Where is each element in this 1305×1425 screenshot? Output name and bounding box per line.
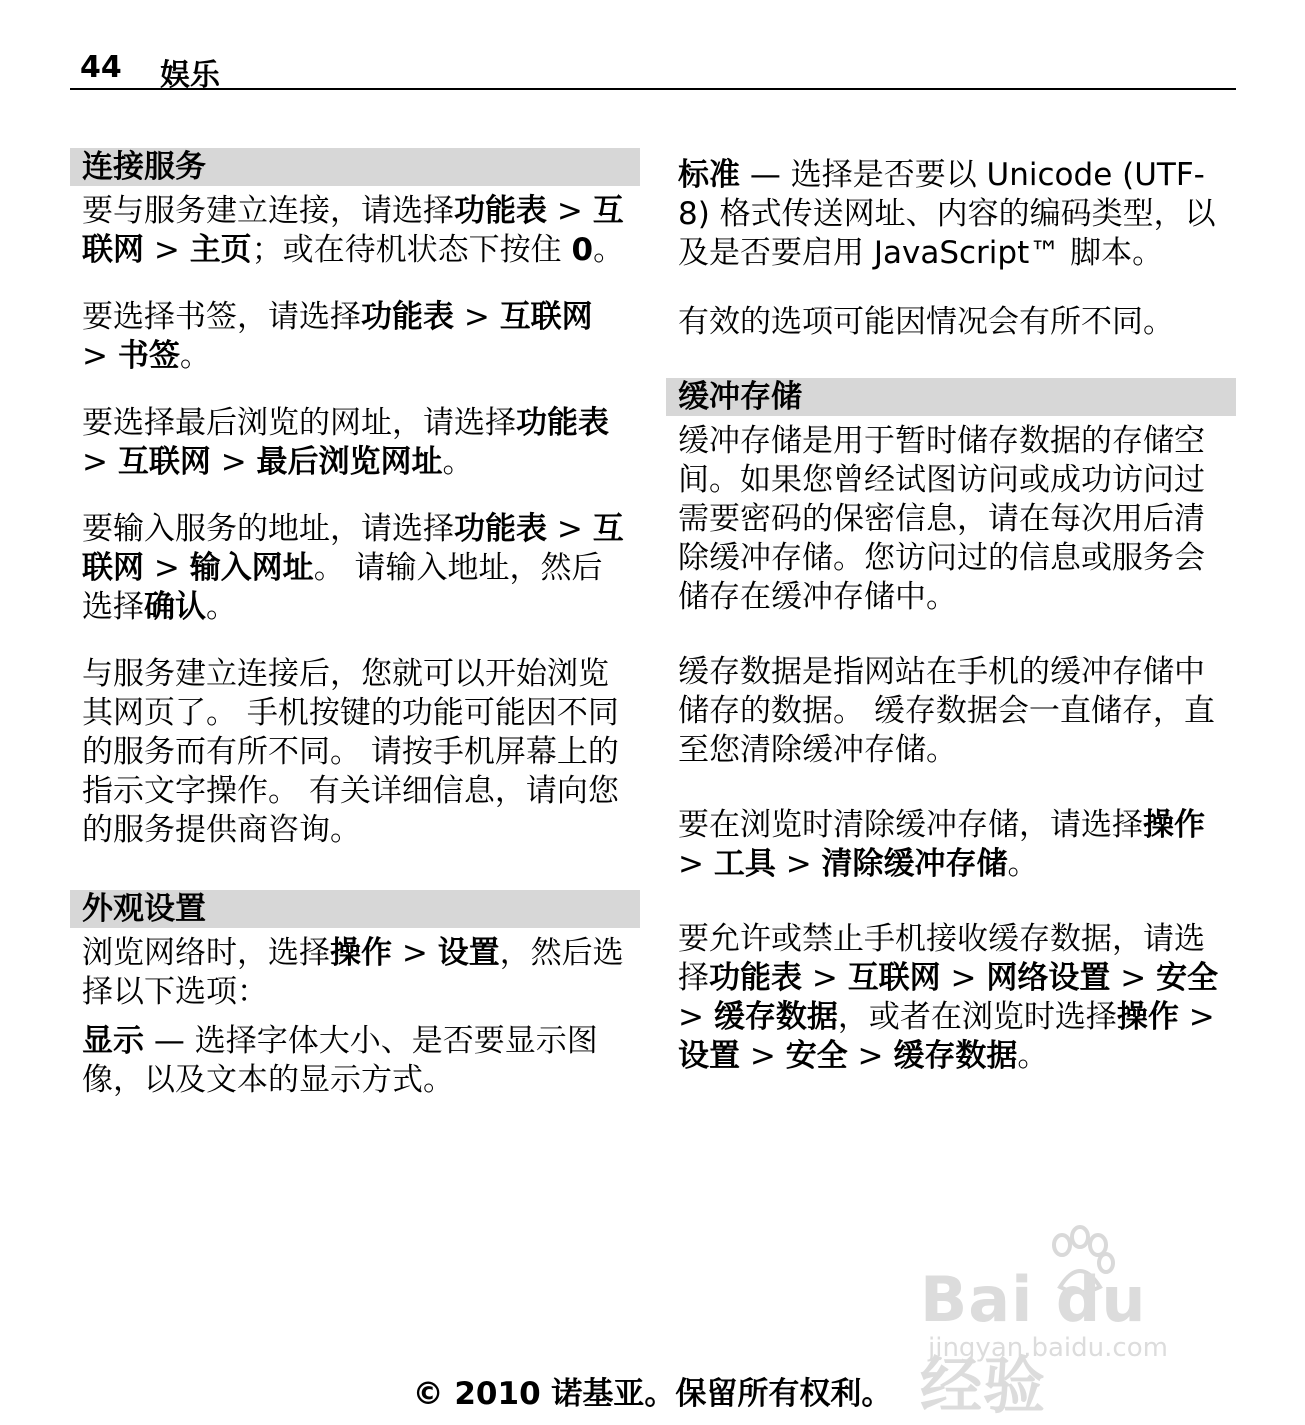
text-run: 缓冲存储是用于暂时储存数据的存储空间。如果您曾经试图访问或成功访问过需要密码的保密信息，请在每次用后清除缓冲存储。您访问过的信息或服务会储存在缓冲存储中。	[678, 423, 1205, 615]
text-run: >	[82, 444, 118, 480]
page-number: 44	[80, 50, 122, 85]
text-run: ，或者在浏览时选择	[837, 999, 1117, 1035]
text-run: >	[802, 960, 848, 996]
watermark-logo: Bai du 经验	[920, 1263, 1147, 1422]
right-column	[666, 156, 1236, 1104]
menu-path-term: 互联网	[82, 511, 624, 586]
text-run: 要输入服务的地址，请选择	[82, 511, 454, 547]
baidu-watermark	[920, 1225, 1230, 1422]
paragraph	[70, 404, 640, 482]
menu-path-term: 互联网	[847, 960, 941, 996]
text-run: >	[454, 299, 500, 335]
text-run: >	[740, 1038, 786, 1074]
menu-path-term: 标准	[678, 157, 740, 193]
text-run: 。	[593, 232, 625, 268]
text-run: 浏览网络时，选择	[82, 935, 330, 971]
menu-path-term: 主页	[189, 232, 252, 268]
menu-path-term: 安全	[1156, 960, 1219, 996]
paragraph	[666, 422, 1236, 617]
menu-path-term: 操作	[1116, 999, 1179, 1035]
menu-path-term: 操作	[1143, 807, 1205, 843]
text-run: >	[392, 935, 438, 971]
text-run: 有效的选项可能因情况会有所不同。	[678, 304, 1174, 340]
text-run: >	[775, 846, 822, 882]
left-column	[70, 148, 640, 1128]
text-run: ；或在待机状态下按住	[251, 232, 572, 268]
menu-path-term: 互联网	[499, 299, 593, 335]
copyright-footer: © 2010 诺基亚。保留所有权利。	[412, 1376, 893, 1412]
text-run: >	[210, 444, 257, 480]
text-run: — 选择字体大小、是否要显示图像，以及文本的显示方式。	[82, 1023, 598, 1098]
menu-path-term: 输入网址	[189, 550, 314, 586]
paragraph	[70, 655, 640, 850]
paragraph	[70, 934, 640, 1012]
text-run: >	[847, 1038, 894, 1074]
menu-path-term: 缓存数据	[713, 999, 838, 1035]
menu-path-term: 操作	[330, 935, 392, 971]
text-run: 。	[1017, 1038, 1049, 1074]
text-run: >	[678, 999, 714, 1035]
watermark-url: jingyan.baidu.com	[928, 1333, 1168, 1363]
menu-path-term: 清除缓冲存储	[821, 846, 1008, 882]
menu-path-term: 互联网	[82, 193, 624, 268]
page-header	[70, 44, 1236, 93]
text-run: 要在浏览时清除缓冲存储，请选择	[678, 807, 1143, 843]
text-run: 要选择书签，请选择	[82, 299, 361, 335]
text-run: ，然后选择以下选项：	[82, 935, 624, 1010]
text-run: 缓存数据是指网站在手机的缓冲存储中储存的数据。 缓存数据会一直储存，直至您清除缓冲存储。	[678, 654, 1215, 768]
text-run: >	[547, 511, 593, 547]
text-run: >	[547, 193, 593, 229]
menu-path-term: 最后浏览网址	[256, 444, 443, 480]
text-run: 与服务建立连接后，您就可以开始浏览其网页了。 手机按键的功能可能因不同的服务而有所不同。 请按手机屏幕上的指示文字操作。 有关详细信息，请向您的服务提供商咨询。	[82, 656, 619, 848]
text-run: >	[82, 338, 118, 374]
text-run: 。	[442, 444, 474, 480]
paragraph	[666, 806, 1236, 884]
paragraph	[70, 510, 640, 627]
text-run: 。	[179, 338, 211, 374]
section-title-cache: 缓冲存储	[666, 378, 1236, 416]
chapter-title: 娱乐	[160, 58, 220, 93]
text-run: >	[678, 846, 714, 882]
text-run: 。 请输入地址，然后选择	[82, 550, 603, 625]
paragraph	[666, 920, 1236, 1076]
text-run: >	[1178, 999, 1215, 1035]
paragraph	[666, 653, 1236, 770]
text-run: >	[940, 960, 987, 996]
text-run: 要与服务建立连接，请选择	[82, 193, 454, 229]
paragraph	[666, 303, 1236, 342]
menu-path-term: 缓存	[893, 1038, 956, 1074]
menu-path-term: 功能表	[709, 960, 802, 996]
text-run: — 选择是否要以 Unicode (UTF-8) 格式传送网址、内容的编码类型，以及是否要启用 JavaScript™ 脚本。	[678, 157, 1216, 271]
menu-path-term: 安全	[785, 1038, 848, 1074]
menu-path-term: 工具	[713, 846, 776, 882]
text-run: 。	[1007, 846, 1039, 882]
menu-path-term: 数据	[955, 1038, 1018, 1074]
menu-path-term: 功能表	[454, 511, 547, 547]
paragraph	[666, 156, 1236, 273]
menu-path-term: 设置	[437, 935, 500, 971]
menu-path-term: 确认	[144, 589, 206, 625]
text-run: 。	[206, 589, 237, 625]
text-run: >	[144, 550, 190, 586]
text-run: >	[144, 232, 190, 268]
menu-path-term: 设置	[678, 1038, 740, 1074]
paragraph	[70, 1022, 640, 1100]
menu-path-term: 功能表	[454, 193, 547, 229]
paragraph	[70, 298, 640, 376]
text-run: 要选择最后浏览的网址，请选择	[82, 405, 516, 441]
menu-path-term: 0	[571, 232, 594, 268]
menu-path-term: 书签	[117, 338, 180, 374]
text-run: >	[1110, 960, 1157, 996]
menu-path-term: 互联网	[117, 444, 211, 480]
paragraph	[70, 192, 640, 270]
menu-path-term: 功能表	[361, 299, 454, 335]
menu-path-term: 功能表	[516, 405, 609, 441]
menu-path-term: 显示	[82, 1023, 144, 1059]
section-title-appearance: 外观设置	[70, 890, 640, 928]
menu-path-term: 网络设置	[986, 960, 1111, 996]
section-title-connect: 连接服务	[70, 148, 640, 186]
text-run: 要允许或禁止手机接收缓存数据，请选择	[678, 921, 1205, 996]
